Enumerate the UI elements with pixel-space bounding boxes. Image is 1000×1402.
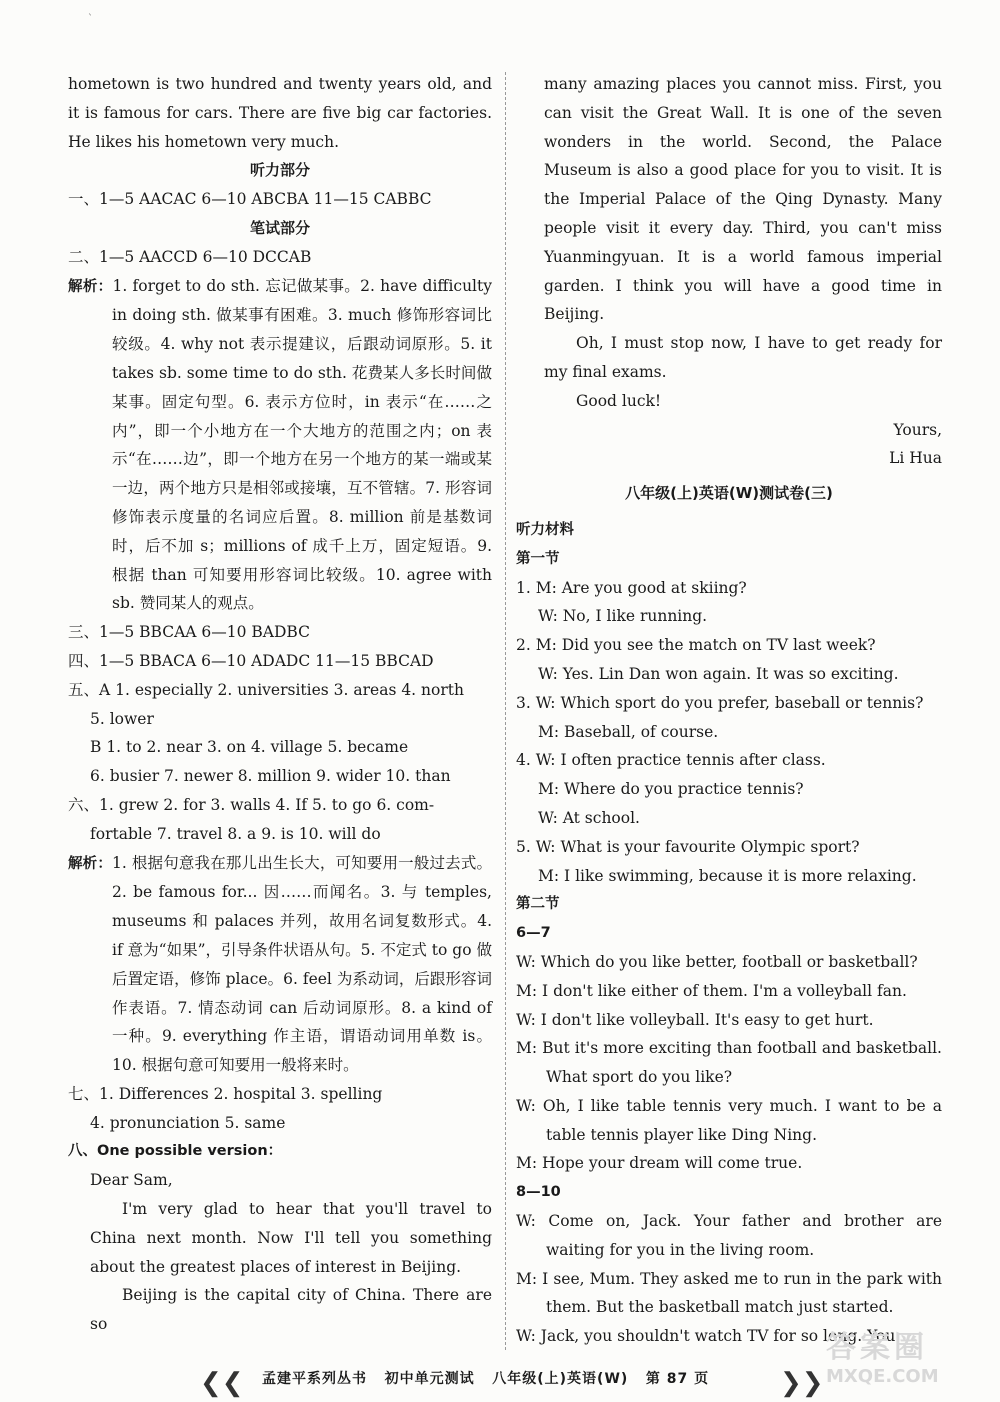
group1-label: 6—7 <box>516 925 551 942</box>
watermark-logo <box>826 1322 976 1392</box>
group2-label: 8—10 <box>516 1184 561 1201</box>
part1-dialog-2 <box>516 631 942 689</box>
section5-a-line1: 五、A 1. especially 2. universities 3. areas 4. north <box>68 680 464 699</box>
part1-dialog-5 <box>516 833 942 891</box>
top-mark: ` <box>88 14 93 25</box>
materials-title: 听力材料 <box>516 521 574 538</box>
letter-paragraph-3: Oh, I must stop now, I have to get ready for my final exams. <box>544 334 942 381</box>
dialog-line: M: I see, Mum. They asked me to run in the park with them. But the basketball match just started. <box>516 1269 942 1317</box>
dialog-line <box>516 631 942 660</box>
section8-title: 八、One possible version： <box>68 1143 283 1160</box>
analysis-1 <box>68 272 492 619</box>
dialog-number: 1. <box>516 578 536 597</box>
part2-title: 第二节 <box>516 896 560 913</box>
test-title: 八年级(上)英语(W)测试卷(三) <box>625 484 833 503</box>
analysis-1-label: 解析： <box>68 278 113 295</box>
section3-answers: 三、1—5 BBCAA 6—10 BADBC <box>68 623 310 642</box>
dialog-line: W: Come on, Jack. Your father and brother are waiting for you in the living room. <box>516 1212 942 1259</box>
right-column <box>516 70 942 1351</box>
analysis-1-text: 1. forget to do sth. 忘记做某事。2. have difficulty in doing sth. 做某事有困难。3. much 修饰形容词比较级。4. why not 表示提建议，后跟动词原形。5. it takes sb. some time to do sth. 花费某人多长时间做某事。固定句型。6. 表示方位时，in 表示“在……之内”，即一个小地方在一个大地方的范围之内；on 表示“在……边”，即一个地方在另一个地方的某一端或某一边，两个地方只是相邻或接壤，互不管辖。7. 形容词修饰表示度量的名词应后置。8. million 前是基数词时，后不加 s；millions of 成千上万，固定短语。9. 根据 than 可知要用形容词比较级。10. agree with sb. 赞同某人的观点。 <box>112 276 493 613</box>
column-divider <box>505 72 506 1350</box>
dialog-line <box>516 574 942 603</box>
dialog-number: 5. <box>516 837 536 856</box>
dialog-line: M: I like swimming, because it is more relaxing. <box>538 866 917 885</box>
part1-dialog-4 <box>516 746 942 832</box>
part1-dialog-1 <box>516 574 942 632</box>
dialog-line <box>516 689 942 718</box>
footer-grade: 八年级(上)英语(W) <box>492 1371 629 1387</box>
dialog-line: M: But it's more exciting than football and basketball. What sport do you like? <box>516 1039 942 1087</box>
dialog-line: W: Which do you like better, football or basketball? <box>516 952 918 971</box>
dialog-line: M: Baseball, of course. <box>538 722 719 741</box>
section5-b-line2: 6. busier 7. newer 8. million 9. wider 10. than <box>90 767 451 786</box>
written-section-title: 笔试部分 <box>249 218 310 237</box>
letter-greeting: Dear Sam, <box>90 1171 173 1190</box>
dialog-speaker-line: W: What is your favourite Olympic sport? <box>535 837 860 856</box>
section6-line1: 六、1. grew 2. for 3. walls 4. If 5. to go 6. com- <box>68 795 435 814</box>
dialog-line: W: I don't like volleyball. It's easy to get hurt. <box>516 1010 874 1029</box>
footer-book: 初中单元测试 <box>384 1371 475 1387</box>
right-arrow-icon: ❯❯ <box>780 1368 824 1398</box>
listening-answers: 一、1—5 AACAC 6—10 ABCBA 11—15 CABBC <box>68 190 432 209</box>
section5-a-line2: 5. lower <box>90 709 154 728</box>
analysis-2 <box>68 849 492 1080</box>
letter-paragraph-4: Good luck! <box>576 391 662 410</box>
dialog-line: W: No, I like running. <box>538 607 708 626</box>
section7-line2: 4. pronunciation 5. same <box>90 1113 286 1132</box>
dialog-number: 4. <box>516 751 536 770</box>
dialog-line <box>516 746 942 775</box>
watermark-top: 答案圈 <box>826 1330 928 1365</box>
letter-paragraph-1: I'm very glad to hear that you'll travel to China next month. Now I'll tell you something about the greatest places of interest in Beijing. <box>90 1200 492 1276</box>
section2-answers: 二、1—5 AACCD 6—10 DCCAB <box>68 247 312 266</box>
dialog-line: W: Oh, I like table tennis very much. I want to be a table tennis player like Ding Ning. <box>516 1096 942 1144</box>
dialog-speaker-line: M: Are you good at skiing? <box>535 578 747 597</box>
left-arrow-icon: ❮❮ <box>200 1368 244 1398</box>
dialog-number: 2. <box>516 636 536 655</box>
intro-paragraph: hometown is two hundred and twenty years old, and it is famous for cars. There are five big car factories. He likes his hometown very much. <box>68 75 492 151</box>
dialog-speaker-line: M: Did you see the match on TV last week? <box>535 636 876 655</box>
dialog-number: 3. <box>516 693 536 712</box>
footer-text <box>262 1368 709 1388</box>
part1-title: 第一节 <box>516 550 560 567</box>
dialog-line: M: Where do you practice tennis? <box>538 780 804 799</box>
dialog-line: M: I don't like either of them. I'm a volleyball fan. <box>516 981 907 1000</box>
listening-section-title: 听力部分 <box>249 161 310 180</box>
letter-signature: Li Hua <box>889 449 942 468</box>
dialog-speaker-line: W: I often practice tennis after class. <box>535 751 826 770</box>
page-number: 第 87 页 <box>645 1371 710 1387</box>
dialog-line: W: Jack, you shouldn't watch TV for so long. You <box>516 1327 896 1346</box>
left-column <box>68 70 492 1339</box>
section4-answers: 四、1—5 BBACA 6—10 ADADC 11—15 BBCAD <box>68 651 434 670</box>
dialog-line <box>516 833 942 862</box>
letter-closing: Yours, <box>893 420 942 439</box>
section6-line2: fortable 7. travel 8. a 9. is 10. will do <box>90 824 381 843</box>
letter-paragraph-2-cont: many amazing places you cannot miss. First, you can visit the Great Wall. It is one of the seven wonders in the world. Second, the Palace Museum is also a good place for you to visit. It is the Imperial Palace of the Qing Dynasty. Many people visit it every day. Third, you can't miss Yuanmingyuan. It is a world famous imperial garden. I think you will have a good time in Beijing. <box>544 75 942 324</box>
dialog-line: W: At school. <box>538 808 640 827</box>
watermark-bottom: MXQE.COM <box>826 1366 939 1387</box>
dialog-speaker-line: W: Which sport do you prefer, baseball or tennis? <box>535 693 924 712</box>
footer-series: 孟建平系列丛书 <box>262 1371 367 1387</box>
dialog-line: M: Hope your dream will come true. <box>516 1154 803 1173</box>
letter-paragraph-2-start: Beijing is the capital city of China. There are so <box>90 1286 492 1334</box>
analysis-2-label: 解析： <box>68 855 112 872</box>
analysis-2-text: 1. 根据句意我在那儿出生长大，可知要用一般过去式。2. be famous for... 因……而闻名。3. 与 temples, museums 和 palaces 并列，故用名词复数形式。4. if 意为“如果”，引导条件状语从句。5. 不定式 to go 做后置定语，修饰 place。6. feel 为系动词，后跟形容词作表语。7. 情态动词 can 后动词原形。8. a kind of 一种。9. everything 作主语，谓语动词用单数 is。10. 根据句意可知要用一般将来时。 <box>112 853 493 1075</box>
section5-b-line1: B 1. to 2. near 3. on 4. village 5. became <box>90 738 409 757</box>
part1-dialog-3 <box>516 689 942 747</box>
section7-line1: 七、1. Differences 2. hospital 3. spelling <box>68 1084 383 1103</box>
dialog-line: W: Yes. Lin Dan won again. It was so exciting. <box>538 664 899 683</box>
